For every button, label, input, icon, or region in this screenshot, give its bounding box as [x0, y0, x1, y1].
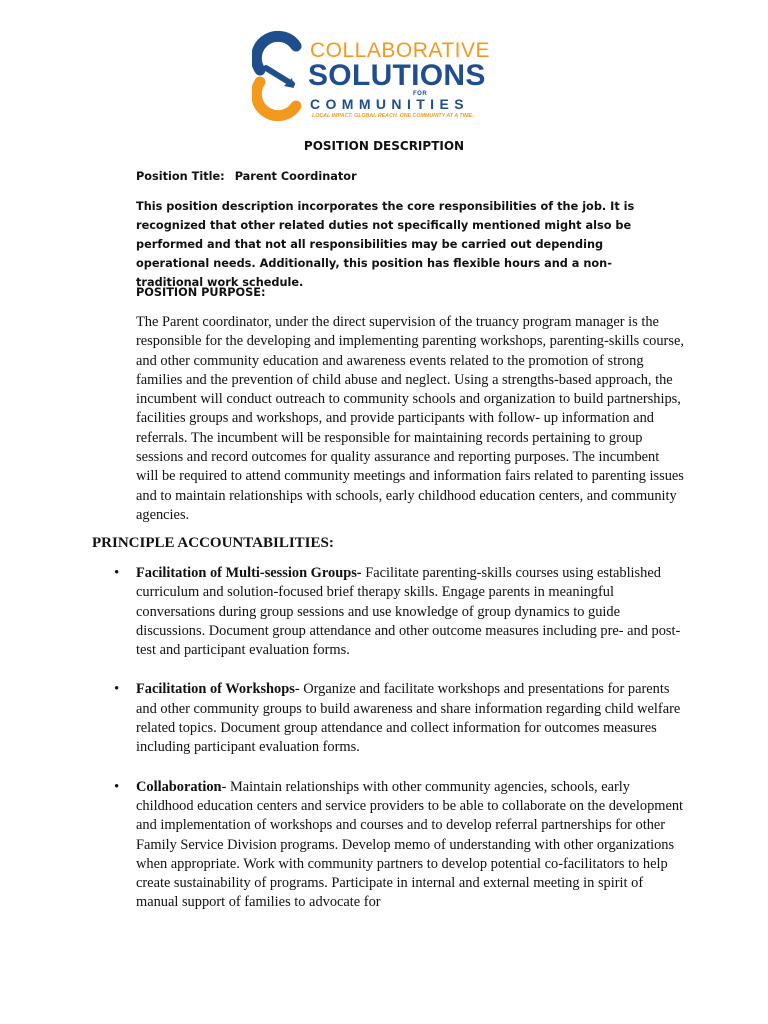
accountabilities-heading: PRINCIPLE ACCOUNTABILITIES: — [92, 535, 334, 551]
logo-word-for: FOR — [413, 91, 428, 97]
logo-word-solutions: SOLUTIONS — [308, 59, 486, 92]
position-title-label: Position Title: — [136, 170, 225, 183]
accountability-name: Facilitation of Workshops — [136, 681, 295, 698]
accountability-text: Facilitate parenting-skills courses using established curriculum and solution-focused brief therapy skills. Engage parents in meaningful conversations during group sessions and use knowledge of group dynamics to guide discussions. Document group attendance and other outcome measures including pre- and post-test and participant evaluation forms. — [136, 565, 681, 659]
list-item — [136, 564, 684, 660]
list-item — [136, 778, 684, 913]
purpose-heading: POSITION PURPOSE: — [136, 286, 266, 299]
position-title-value: Parent Coordinator — [234, 170, 357, 183]
intro-paragraph: This position description incorporates the core responsibilities of the job. It is recognized that other related duties not specifically mentioned might also be performed and that not all responsibilities may be carried out depending operational needs. Additionally, this position has flexible hours and a non-traditional work schedule. — [136, 200, 635, 289]
logo-tagline: LOCAL IMPACT. GLOBAL REACH. ONE COMMUNITY AT A TIME. — [312, 113, 474, 119]
accountability-text: - Organize and facilitate workshops and presentations for parents and other community groups to build awareness and share information regarding child welfare related topics. Document group attendance and collect information for outcomes measures including participant evaluation forms. — [136, 681, 681, 756]
purpose-paragraph: The Parent coordinator, under the direct supervision of the truancy program manager is the responsible for the developing and implementing parenting workshops, parenting-skills course, and other community education and awareness events related to the promotion of strong families and the prevention of child abuse and neglect. Using a strengths-based approach, the incumbent will conduct outreach to community schools and organization to build partnerships, facilities groups and workshops, and provide participants with follow- up information and referrals. The incumbent will be responsible for maintaining records pertaining to group sessions and record outcomes for quality assurance and reporting purposes. The incumbent will be required to attend community meetings and information fairs related to parenting issues and to maintain relationships with schools, early childhood education centers, and community agencies. — [136, 314, 684, 523]
logo-word-communities: COMMUNITIES — [310, 96, 469, 112]
document-heading: POSITION DESCRIPTION — [303, 139, 465, 153]
accountabilities-list — [136, 564, 684, 933]
accountability-name: Facilitation of Multi-session Groups- — [136, 565, 362, 581]
list-item — [136, 680, 684, 757]
logo-word-collaborative: COLLABORATIVE — [310, 39, 490, 62]
accountability-text: - Maintain relationships with other community agencies, schools, early childhood education centers and service providers to be able to collaborate on the development and implementation of workshops and courses and to develop referral partnerships for other Family Service Division programs. Develop memo of understanding with other organizations when appropriate. Work with community partners to develop potential co-facilitators to help create sustainability of programs. Participate in internal and external meeting in spirit of manual support of families to advocate for — [136, 778, 684, 911]
organization-logo — [252, 30, 502, 122]
position-title-row — [136, 170, 357, 183]
accountability-name: Collaboration — [136, 778, 222, 795]
logo-swirl-icon — [252, 30, 304, 122]
